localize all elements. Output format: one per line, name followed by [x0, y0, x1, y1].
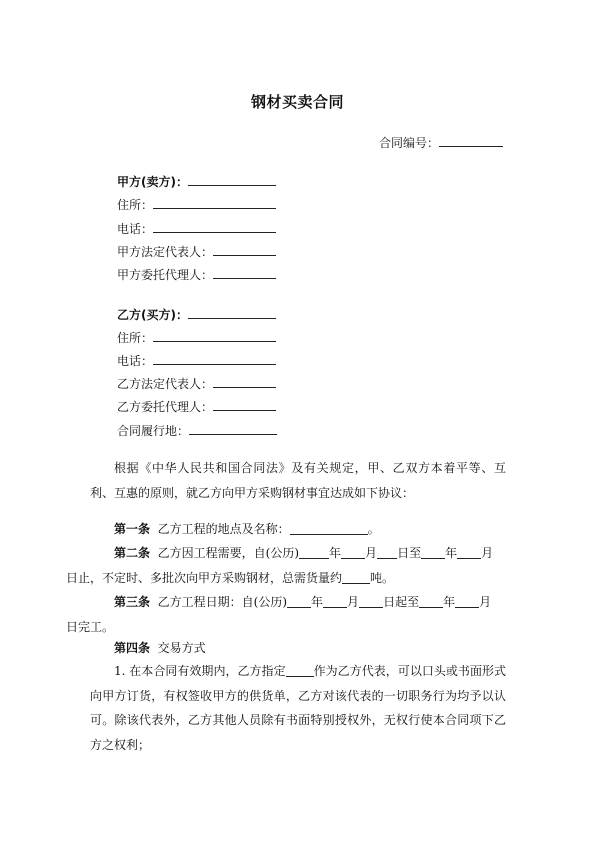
contract-number-blank [439, 133, 503, 147]
party-a-legal-rep-blank [213, 242, 276, 256]
article-3-month2: 月 [479, 595, 492, 609]
article-2-year2-blank [421, 544, 445, 559]
article-3-text-2: 日完工。 [66, 619, 115, 634]
article-1-text: 乙方工程的地点及名称： [157, 522, 290, 536]
article-2-month: 月 [365, 546, 378, 560]
party-a-address-line [117, 195, 276, 213]
article-2-day-blank [377, 544, 397, 559]
party-a-address-blank [153, 195, 276, 209]
article-2-month2: 月 [481, 546, 494, 560]
party-a-phone-label: 电话： [117, 222, 154, 236]
party-b-phone-label: 电话： [117, 354, 154, 368]
article-2-year2: 年 [445, 546, 458, 560]
party-b-agent-blank [213, 397, 276, 411]
article-2-month-blank [341, 544, 365, 559]
party-a-heading: 甲方(卖方)： [117, 175, 188, 189]
party-a-legal-rep-label: 甲方法定代表人： [117, 245, 214, 259]
article-3-text-1: 乙方工程日期：自(公历) [157, 595, 288, 609]
contract-number-label: 合同编号： [378, 136, 439, 150]
article-4-clause-1-text-a: 1. 在本合同有效期内，乙方指定 [114, 664, 286, 678]
party-a-heading-line [117, 172, 276, 190]
party-b-legal-rep-line [117, 374, 276, 392]
article-3-month-blank [323, 593, 347, 608]
party-b-address-label: 住所： [117, 331, 154, 345]
article-2 [66, 541, 506, 590]
contract-place-blank [189, 421, 277, 435]
party-a-address-label: 住所： [117, 198, 154, 212]
article-2-ton: 吨。 [370, 570, 395, 585]
party-b-legal-rep-blank [213, 374, 276, 388]
party-a-phone-blank [153, 219, 276, 233]
article-2-text-2: 日止，不定时、多批次向甲方采购钢材，总需货量约 [66, 570, 343, 585]
article-1 [90, 517, 506, 542]
article-3-day-blank [359, 593, 383, 608]
party-b-phone-blank [153, 351, 276, 365]
article-3-year: 年 [311, 595, 324, 609]
party-b-agent-line [117, 397, 276, 415]
article-3-label: 第三条 [114, 595, 151, 609]
party-b-name-blank [188, 305, 276, 319]
party-b-phone-line [117, 351, 276, 369]
document-title: 钢材买卖合同 [250, 93, 344, 111]
article-3-year2: 年 [443, 595, 456, 609]
preamble-paragraph: 根据《中华人民共和国合同法》及有关规定，甲、乙双方本着平等、互利、互惠的原则，就乙方向甲方采购钢材事宜达成如下协议： [90, 461, 506, 500]
party-a-legal-rep-line [117, 242, 276, 260]
article-4-text: 交易方式 [157, 641, 206, 655]
party-b-agent-label: 乙方委托代理人： [117, 400, 214, 414]
party-b-heading: 乙方(买方)： [117, 308, 188, 322]
article-4-representative-blank [286, 662, 314, 677]
party-b-address-blank [153, 328, 276, 342]
party-a-phone-line [117, 219, 276, 237]
article-1-label: 第一条 [114, 522, 151, 536]
article-2-label: 第二条 [114, 546, 151, 560]
article-4-clause-1-text-b: 作为乙方代表，可以口头或书面形式向甲方订货，有权签收甲方的供货单，乙方对该代表的一切职务行为均予以认可。除该代表外，乙方其他人员除有书面特别授权外，无权行使本合同项下乙方之权利； [90, 664, 506, 752]
article-1-end: 。 [367, 522, 380, 536]
article-1-blank [290, 520, 368, 535]
party-a-agent-label: 甲方委托代理人： [117, 268, 214, 282]
article-3-day-from: 日起至 [383, 595, 420, 609]
article-4 [90, 636, 506, 661]
article-2-year: 年 [329, 546, 342, 560]
party-a-agent-line [117, 265, 276, 283]
contract-place-line [117, 421, 277, 439]
party-b-address-line [117, 328, 276, 346]
article-2-day-from: 日至 [397, 546, 422, 560]
party-b-legal-rep-label: 乙方法定代表人： [117, 377, 214, 391]
article-3 [66, 590, 506, 639]
contract-place-label: 合同履行地： [117, 424, 190, 438]
contract-number [379, 133, 503, 151]
article-3-year-blank [287, 593, 311, 608]
party-a-name-blank [188, 172, 276, 186]
article-2-ton-blank [342, 569, 370, 584]
party-a-agent-blank [213, 265, 276, 279]
article-3-year2-blank [419, 593, 443, 608]
article-2-year-blank [299, 544, 329, 559]
article-2-month2-blank [457, 544, 481, 559]
article-3-month: 月 [347, 595, 360, 609]
party-b-heading-line [117, 305, 276, 323]
article-4-clause-1 [90, 659, 506, 757]
article-2-text-1: 乙方因工程需要，自(公历) [157, 546, 300, 560]
article-3-month2-blank [455, 593, 479, 608]
article-4-label: 第四条 [114, 641, 151, 655]
